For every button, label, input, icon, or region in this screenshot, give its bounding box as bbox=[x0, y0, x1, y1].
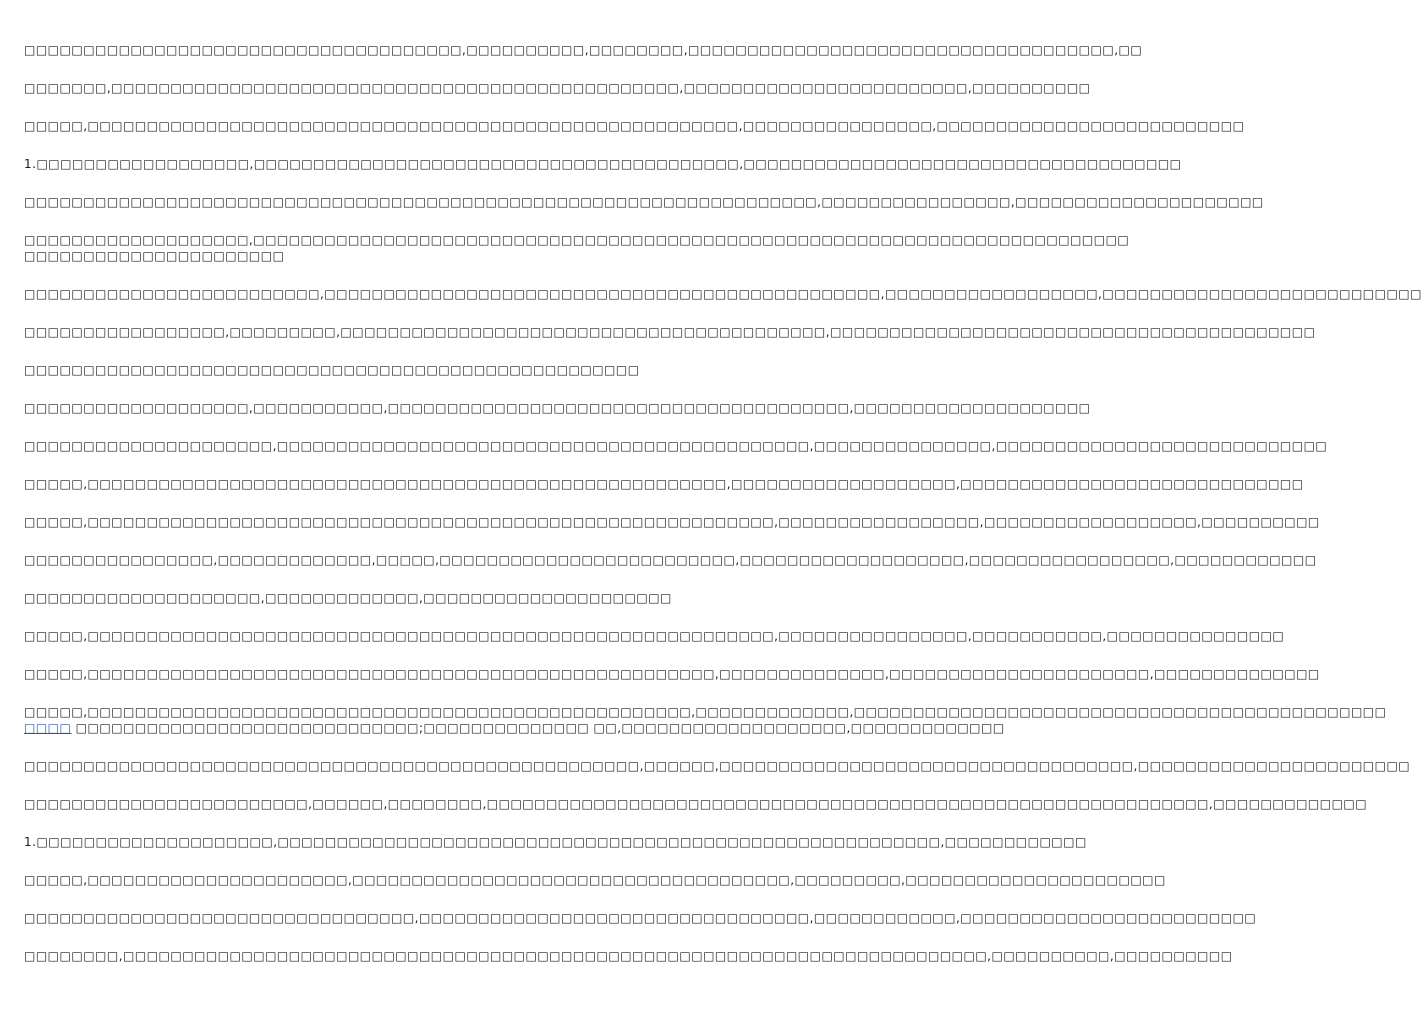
paragraph-20: □□□□□□□□□□□□□□□□□□□□□□□□,□□□□□□,□□□□□□□□,□□□□□□□□□□□□□□□□□□□□□□□□□□□□□□□□□□□□□□□□□□□□□□□□□□□□□□□□□□□□□,□□□□□□□□□□□□□ bbox=[24, 797, 1368, 811]
paragraph-15: □□□□□□□□□□□□□□□□□□□□,□□□□□□□□□□□□□,□□□□□□□□□□□□□□□□□□□□□ bbox=[24, 591, 672, 605]
paragraph-2: □□□□□□□,□□□□□□□□□□□□□□□□□□□□□□□□□□□□□□□□□□□□□□□□□□□□□□□□,□□□□□□□□□□□□□□□□□□□□□□□□,□□□□□□□□□□ bbox=[24, 81, 1091, 95]
paragraph-18-line-1: □□□□□,□□□□□□□□□□□□□□□□□□□□□□□□□□□□□□□□□□□□□□□□□□□□□□□□□□□,□□□□□□□□□□□□□,□□□□□□□□□□□□□□□□□□□□□□□□□□□□□□□□□□□□□□□□□□□□□ bbox=[24, 705, 1387, 719]
paragraph-21-numbered: 1.□□□□□□□□□□□□□□□□□□□□,□□□□□□□□□□□□□□□□□□□□□□□□□□□□□□□□□□□□□□□□□□□□□□□□□□□□□□□□,□□□□□□□□□□□□ bbox=[24, 835, 1087, 849]
paragraph-9: □□□□□□□□□□□□□□□□□□□□□□□□□□□□□□□□□□□□□□□□□□□□□□□□□□□□ bbox=[24, 363, 640, 377]
paragraph-11: □□□□□□□□□□□□□□□□□□□□□,□□□□□□□□□□□□□□□□□□□□□□□□□□□□□□□□□□□□□□□□□□□□□,□□□□□□□□□□□□□□□,□□□□□□□□□□□□□□□□□□□□□□□□□□□□ bbox=[24, 439, 1328, 453]
paragraph-14: □□□□□□□□□□□□□□□□,□□□□□□□□□□□□□,□□□□□,□□□□□□□□□□□□□□□□□□□□□□□□□,□□□□□□□□□□□□□□□□□□□,□□□□□□□□□□□□□□□□□,□□□□□□□□□□□□ bbox=[24, 553, 1317, 567]
document-body bbox=[24, 42, 1422, 986]
paragraph-7: □□□□□□□□□□□□□□□□□□□□□□□□□,□□□□□□□□□□□□□□□□□□□□□□□□□□□□□□□□□□□□□□□□□□□□□□□,□□□□□□□□□□□□□□□□□□,□□□□□□□□□□□□□□□□□□□□□□□□□□□ bbox=[24, 287, 1422, 301]
paragraph-24: □□□□□□□□,□□□□□□□□□□□□□□□□□□□□□□□□□□□□□□□□□□□□□□□□□□□□□□□□□□□□□□□□□□□□□□□□□□□□□□□□□,□□□□□□□□□□,□□□□□□□□□□ bbox=[24, 949, 1233, 963]
paragraph-18-line-2 bbox=[24, 720, 1005, 736]
paragraph-3: □□□□□,□□□□□□□□□□□□□□□□□□□□□□□□□□□□□□□□□□□□□□□□□□□□□□□□□□□□□□□,□□□□□□□□□□□□□□□□,□□□□□□□□□□□□□□□□□□□□□□□□□□ bbox=[24, 119, 1245, 133]
paragraph-13: □□□□□,□□□□□□□□□□□□□□□□□□□□□□□□□□□□□□□□□□□□□□□□□□□□□□□□□□□□□□□□□□,□□□□□□□□□□□□□□□□□,□□□□□□□□□□□□□□□□□□,□□□□□□□□□□ bbox=[24, 515, 1320, 529]
paragraph-16: □□□□□,□□□□□□□□□□□□□□□□□□□□□□□□□□□□□□□□□□□□□□□□□□□□□□□□□□□□□□□□□□,□□□□□□□□□□□□□□□□,□□□□□□□□□□□,□□□□□□□□□□□□□□□ bbox=[24, 629, 1285, 643]
paragraph-6-line-1: □□□□□□□□□□□□□□□□□□□,□□□□□□□□□□□□□□□□□□□□□□□□□□□□□□□□□□□□□□□□□□□□□□□□□□□□□□□□□□□□□□□□□□□□□□□□□□ bbox=[24, 233, 1130, 247]
paragraph-10: □□□□□□□□□□□□□□□□□□□,□□□□□□□□□□□,□□□□□□□□□□□□□□□□□□□□□□□□□□□□□□□□□□□□□□□,□□□□□□□□□□□□□□□□□□□□ bbox=[24, 401, 1091, 415]
paragraph-18-line-2-text: □□□□□□□□□□□□□□□□□□□□□□□□□□□□□;□□□□□□□□□□□□□□ □□,□□□□□□□□□□□□□□□□□□□,□□□□□□□□□□□□□ bbox=[71, 721, 1005, 735]
paragraph-18 bbox=[24, 704, 1387, 736]
paragraph-23: □□□□□□□□□□□□□□□□□□□□□□□□□□□□□□□□□,□□□□□□□□□□□□□□□□□□□□□□□□□□□□□□□□□,□□□□□□□□□□□□,□□□□□□□□□□□□□□□□□□□□□□□□□ bbox=[24, 911, 1257, 925]
paragraph-6-line-2: □□□□□□□□□□□□□□□□□□□□□□ bbox=[24, 249, 285, 263]
paragraph-5: □□□□□□□□□□□□□□□□□□□□□□□□□□□□□□□□□□□□□□□□□□□□□□□□□□□□□□□□□□□□□□□□□□□,□□□□□□□□□□□□□□□□,□□□□□□□□□□□□□□□□□□□□□ bbox=[24, 195, 1264, 209]
paragraph-1: □□□□□□□□□□□□□□□□□□□□□□□□□□□□□□□□□□□□□,□□□□□□□□□□,□□□□□□□□,□□□□□□□□□□□□□□□□□□□□□□□□□□□□□□□□□□□□,□□ bbox=[24, 43, 1143, 57]
paragraph-4-numbered: 1.□□□□□□□□□□□□□□□□□□,□□□□□□□□□□□□□□□□□□□□□□□□□□□□□□□□□□□□□□□□□,□□□□□□□□□□□□□□□□□□□□□□□□□□□□□□□□□□□□□ bbox=[24, 157, 1182, 171]
paragraph-8: □□□□□□□□□□□□□□□□□,□□□□□□□□□,□□□□□□□□□□□□□□□□□□□□□□□□□□□□□□□□□□□□□□□□□,□□□□□□□□□□□□□□□□□□□□□□□□□□□□□□□□□□□□□□□□□ bbox=[24, 325, 1316, 339]
paragraph-17: □□□□□,□□□□□□□□□□□□□□□□□□□□□□□□□□□□□□□□□□□□□□□□□□□□□□□□□□□□□,□□□□□□□□□□□□□□,□□□□□□□□□□□□□□□□□□□□□□,□□□□□□□□□□□□□□ bbox=[24, 667, 1320, 681]
paragraph-19: □□□□□□□□□□□□□□□□□□□□□□□□□□□□□□□□□□□□□□□□□□□□□□□□□□□□,□□□□□□,□□□□□□□□□□□□□□□□□□□□□□□□□□□□□□□□□□□,□□□□□□□□□□□□□□□□□□□□□□□ bbox=[24, 759, 1411, 773]
paragraph-6 bbox=[24, 232, 1130, 264]
paragraph-22: □□□□□,□□□□□□□□□□□□□□□□□□□□□□,□□□□□□□□□□□□□□□□□□□□□□□□□□□□□□□□□□□□□,□□□□□□□□□,□□□□□□□□□□□□□□□□□□□□□□ bbox=[24, 873, 1166, 887]
inline-link[interactable]: □□□□ bbox=[24, 721, 72, 735]
paragraph-12: □□□□□,□□□□□□□□□□□□□□□□□□□□□□□□□□□□□□□□□□□□□□□□□□□□□□□□□□□□□□,□□□□□□□□□□□□□□□□□□□,□□□□□□□□□□□□□□□□□□□□□□□□□□□□□ bbox=[24, 477, 1304, 491]
